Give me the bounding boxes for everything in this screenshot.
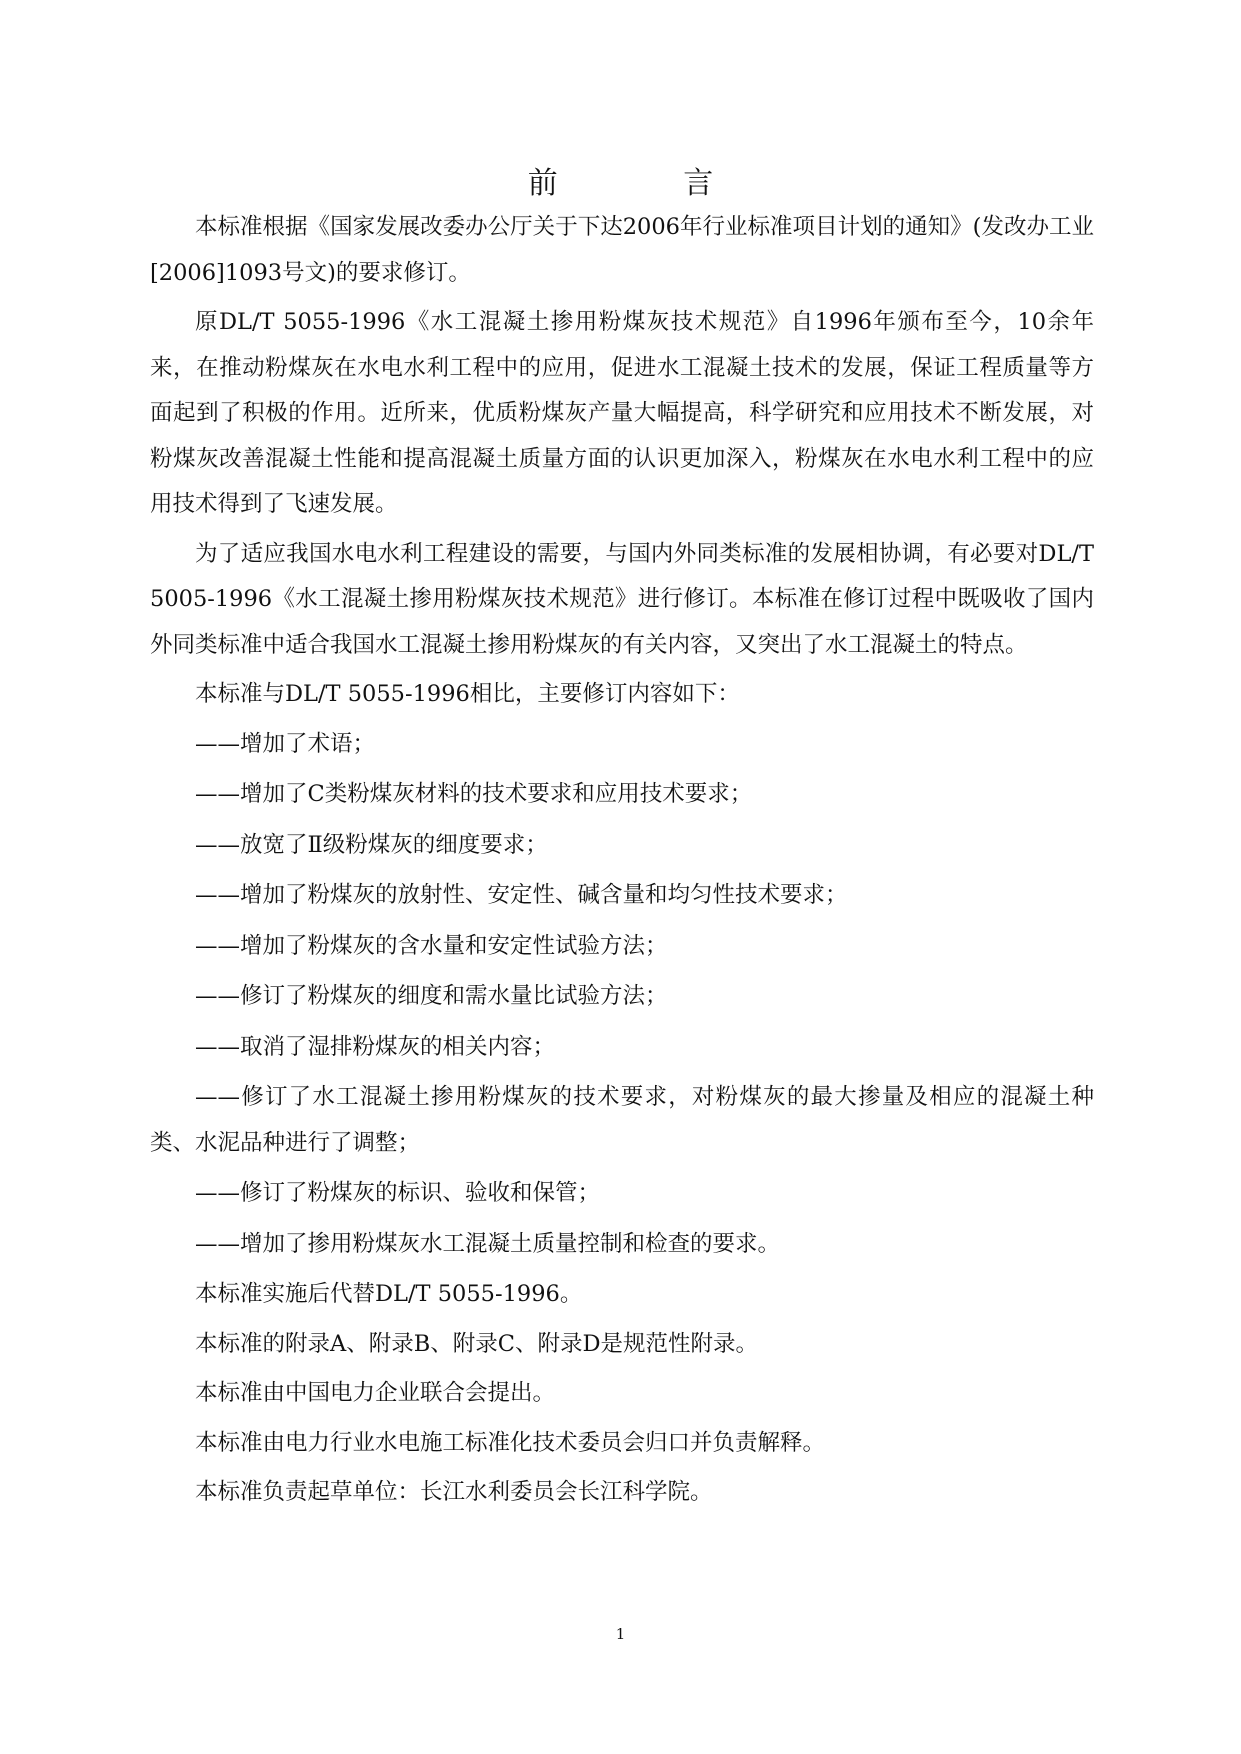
revision-item: ——增加了粉煤灰的放射性、安定性、碱含量和均匀性技术要求；: [195, 882, 848, 908]
revision-item: ——放宽了Ⅱ级粉煤灰的细度要求；: [195, 831, 548, 858]
revision-item: ——增加了C类粉煤灰材料的技术要求和应用技术要求；: [195, 781, 753, 807]
page-title: 前 言: [527, 166, 772, 201]
revision-item: ——增加了粉煤灰的含水量和安定性试验方法；: [195, 932, 668, 959]
revision-item: ——增加了掺用粉煤灰水工混凝土质量控制和检查的要求。: [195, 1230, 781, 1257]
revision-item: ——修订了粉煤灰的细度和需水量比试验方法；: [195, 983, 668, 1009]
page-number: 1: [615, 1625, 626, 1643]
closing-interpretation: 本标准由电力行业水电施工标准化技术委员会归口并负责解释。: [195, 1429, 826, 1456]
closing-proposer: 本标准由中国电力企业联合会提出。: [195, 1380, 556, 1406]
revision-item: ——修订了水工混凝土掺用粉煤灰的技术要求，对粉煤灰的最大掺量及相应的混凝土种类、水泥品种进行了调整；: [150, 1084, 1094, 1156]
revision-item: ——增加了术语；: [195, 730, 376, 757]
paragraph-purpose: 为了适应我国水电水利工程建设的需要，与国内外同类标准的发展相协调，有必要对DL/T 5005-1996《水工混凝土掺用粉煤灰技术规范》进行修订。本标准在修订过程中既吸收了国内外同类标准中适合我国水工混凝土掺用粉煤灰的有关内容，又突出了水工混凝土的特点。: [150, 540, 1094, 658]
revision-item: ——修订了粉煤灰的标识、验收和保管；: [195, 1180, 601, 1206]
closing-replacement: 本标准实施后代替DL/T 5055-1996。: [195, 1281, 583, 1307]
closing-drafting-unit: 本标准负责起草单位：长江水利委员会长江科学院。: [195, 1479, 713, 1505]
paragraph-basis: 本标准根据《国家发展改委办公厅关于下达2006年行业标准项目计划的通知》(发改办工业[2006]1093号文)的要求修订。: [150, 214, 1094, 286]
paragraph-revisions-intro: 本标准与DL/T 5055-1996相比，主要修订内容如下：: [195, 681, 740, 707]
document-body: [150, 205, 1094, 1520]
paragraph-background: 原DL/T 5055-1996《水工混凝土掺用粉煤灰技术规范》自1996年颁布至今，10余年来，在推动粉煤灰在水电水利工程中的应用，促进水工混凝土技术的发展，保证工程质量等方面起到了积极的作用。近所来，优质粉煤灰产量大幅提高，科学研究和应用技术不断发展，对粉煤灰改善混凝土性能和提高混凝土质量方面的认识更加深入，粉煤灰在水电水利工程中的应用技术得到了飞速发展。: [150, 309, 1094, 517]
revision-item: ——取消了湿排粉煤灰的相关内容；: [195, 1033, 556, 1060]
closing-appendices: 本标准的附录A、附录B、附录C、附录D是规范性附录。: [195, 1330, 759, 1357]
